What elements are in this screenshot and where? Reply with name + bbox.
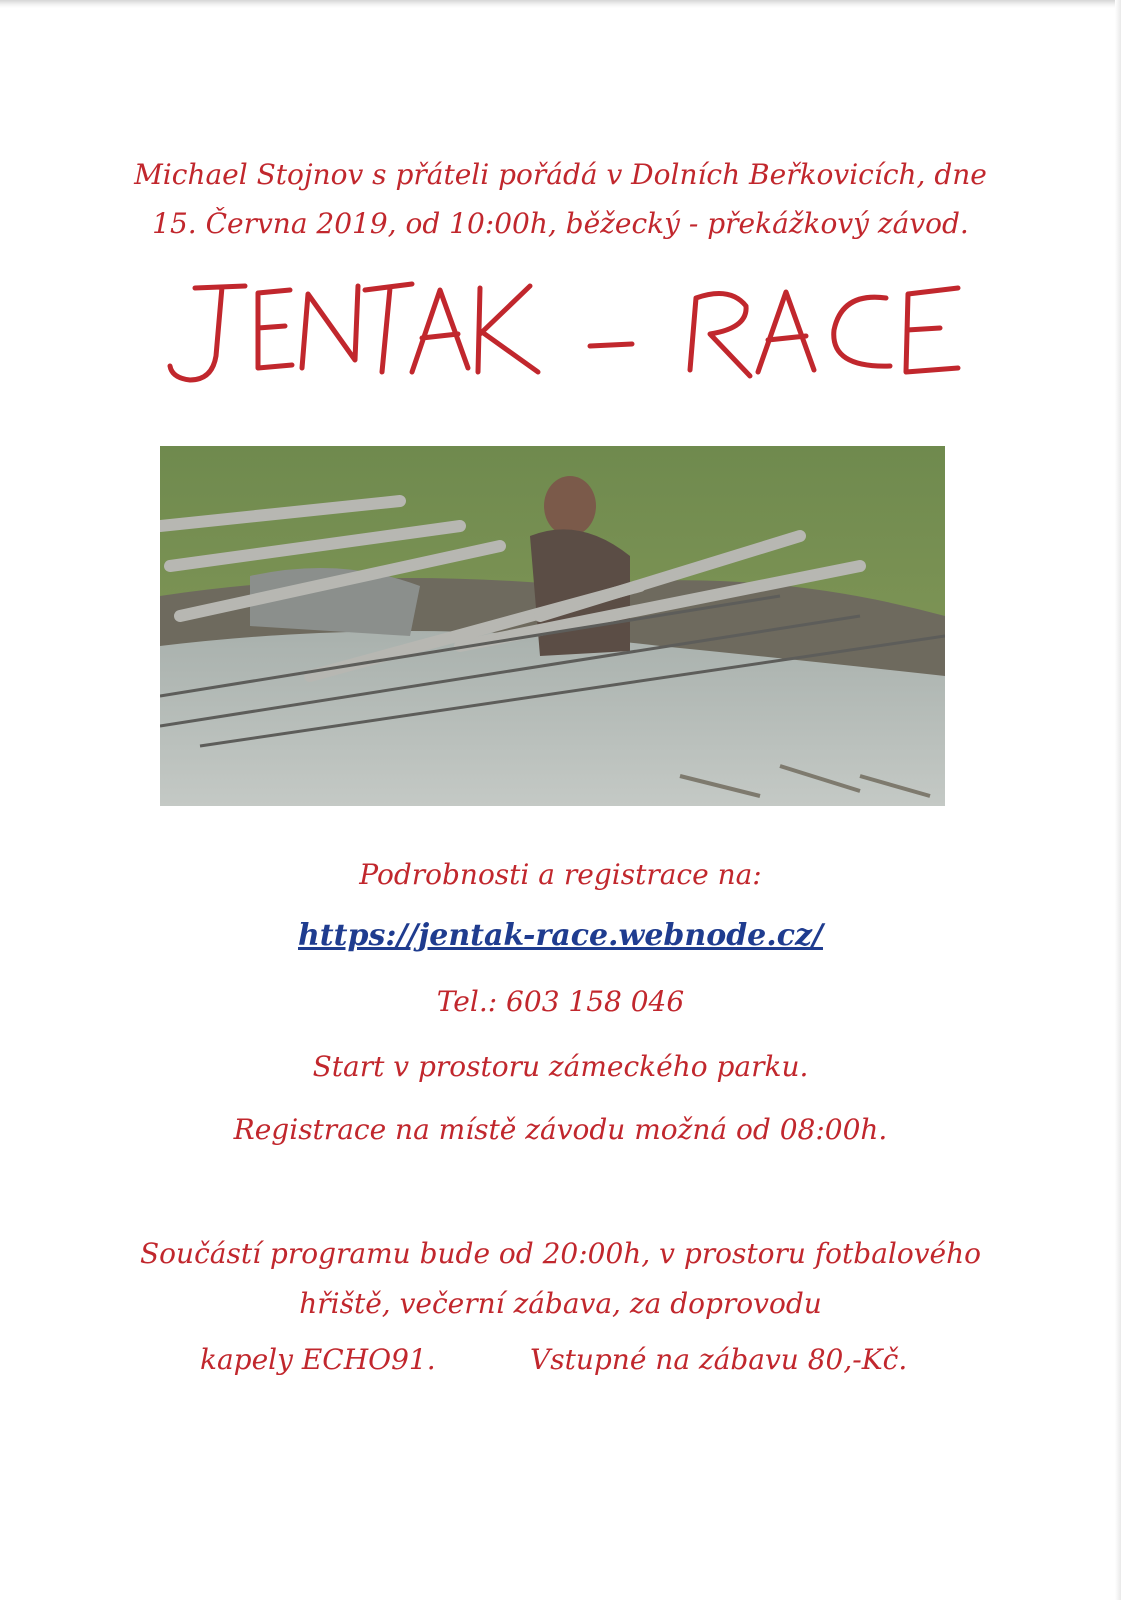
- details-heading: Podrobnosti a registrace na:: [359, 858, 762, 891]
- registration-link-line: [0, 918, 1121, 953]
- entry-fee: Vstupné na zábavu 80,-Kč.: [530, 1343, 908, 1376]
- intro-line-2: 15. Června 2019, od 10:00h, běžecký - překážkový závod.: [152, 207, 969, 240]
- intro-line-1: Michael Stojnov s přáteli pořádá v Dolních Beřkovicích, dne: [134, 158, 987, 191]
- onsite-registration: Registrace na místě závodu možná od 08:00h.: [233, 1113, 888, 1146]
- mud-race-photo: [160, 446, 945, 806]
- start-location: Start v prostoru zámeckého parku.: [312, 1050, 809, 1083]
- program-line-2: hřiště, večerní zábava, za doprovodu: [299, 1287, 822, 1320]
- registration-link[interactable]: https://jentak-race.webnode.cz/: [298, 918, 823, 953]
- program-line-1: Součástí programu bude od 20:00h, v prostoru fotbalového: [140, 1237, 981, 1270]
- scan-edge-right: [1115, 0, 1121, 1600]
- scan-edge-top: [0, 0, 1121, 8]
- band-name: kapely ECHO91.: [200, 1343, 436, 1376]
- phone-number: Tel.: 603 158 046: [436, 985, 685, 1018]
- race-title-logo: [150, 268, 970, 398]
